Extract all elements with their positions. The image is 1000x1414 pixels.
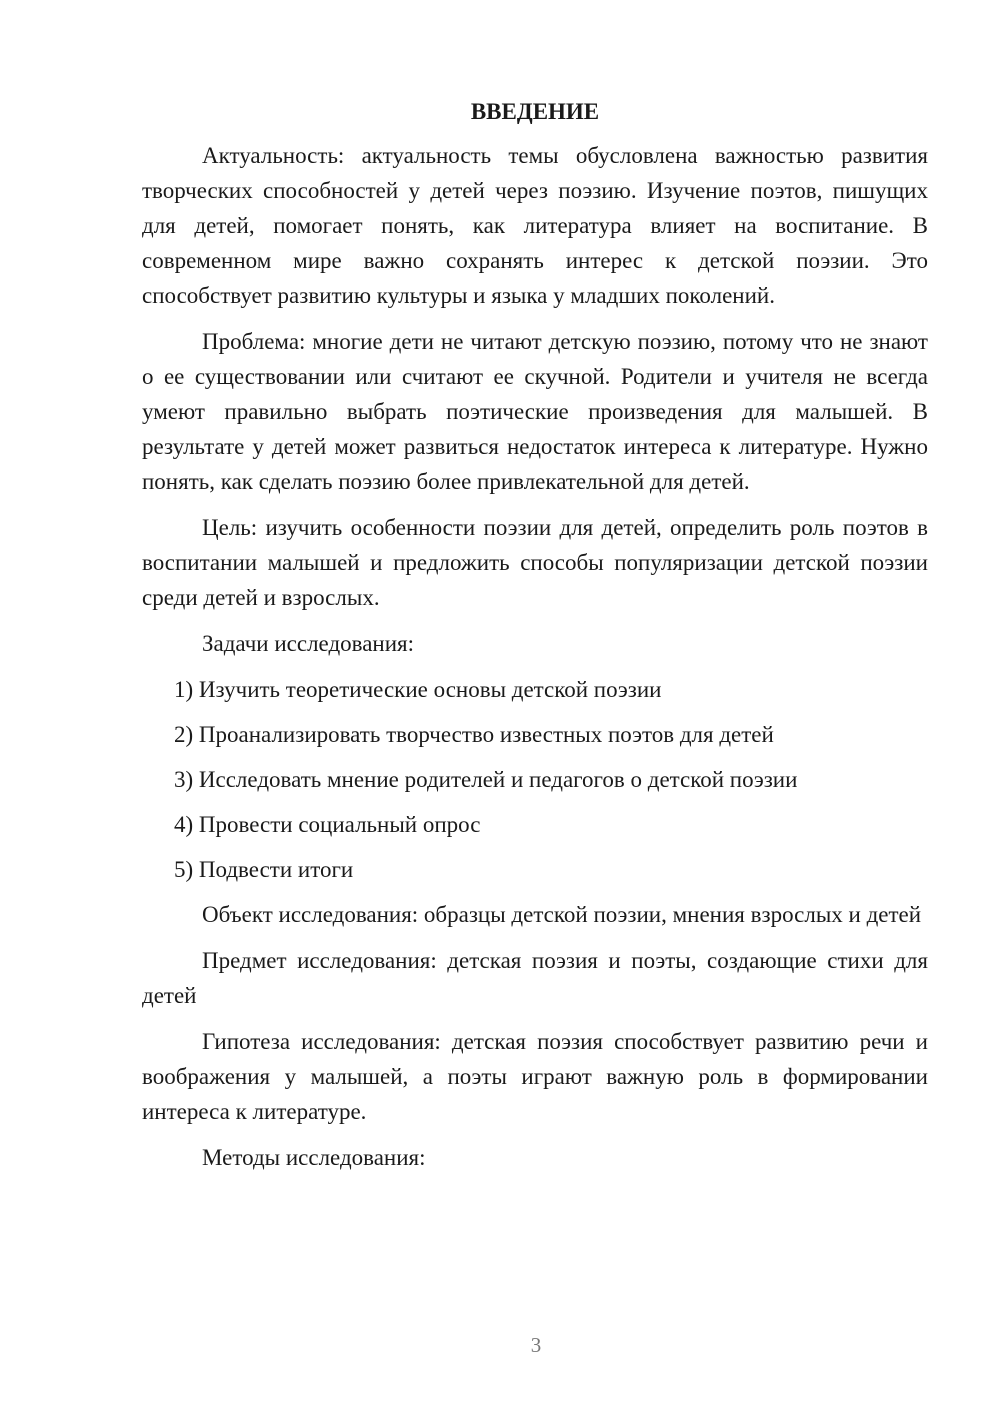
list-item: 1) Изучить теоретические основы детской поэзии (174, 677, 662, 702)
tasks-list (142, 672, 928, 887)
paragraph-goal: Цель: изучить особенности поэзии для детей, определить роль поэтов в воспитании малышей и предложить способы популяризации детской поэзии среди детей и взрослых. (142, 515, 928, 610)
document-page (142, 96, 928, 1186)
tasks-heading: Задачи исследования: (202, 631, 415, 656)
methods-heading: Методы исследования: (202, 1145, 426, 1170)
page-number: 3 (530, 1333, 542, 1357)
paragraph-subject: Предмет исследования: детская поэзия и поэты, создающие стихи для детей (142, 948, 928, 1008)
page-title: ВВЕДЕНИЕ (470, 99, 600, 124)
list-item: 5) Подвести итоги (174, 857, 354, 882)
paragraph-problem: Проблема: многие дети не читают детскую поэзию, потому что не знают о ее существовании или считают ее скучной. Родители и учителя не всегда умеют правильно выбрать поэтические произведения для малышей. В результате у детей может развиться недостаток интереса к литературе. Нужно понять, как сделать поэзию более привлекательной для детей. (142, 329, 928, 494)
paragraph-object: Объект исследования: образцы детской поэзии, мнения взрослых и детей (202, 902, 922, 927)
list-item: 4) Провести социальный опрос (174, 812, 481, 837)
list-item: 2) Проанализировать творчество известных поэтов для детей (174, 722, 774, 747)
paragraph-relevance: Актуальность: актуальность темы обусловлена важностью развития творческих способностей у детей через поэзию. Изучение поэтов, пишущих для детей, помогает понять, как литература влияет на воспитание. В современном мире важно сохранять интерес к детской поэзии. Это способствует развитию культуры и языка у младших поколений. (142, 143, 928, 308)
paragraph-hypothesis: Гипотеза исследования: детская поэзия способствует развитию речи и воображения у малышей, а поэты играют важную роль в формировании интереса к литературе. (142, 1029, 928, 1124)
list-item: 3) Исследовать мнение родителей и педагогов о детской поэзии (174, 767, 798, 792)
